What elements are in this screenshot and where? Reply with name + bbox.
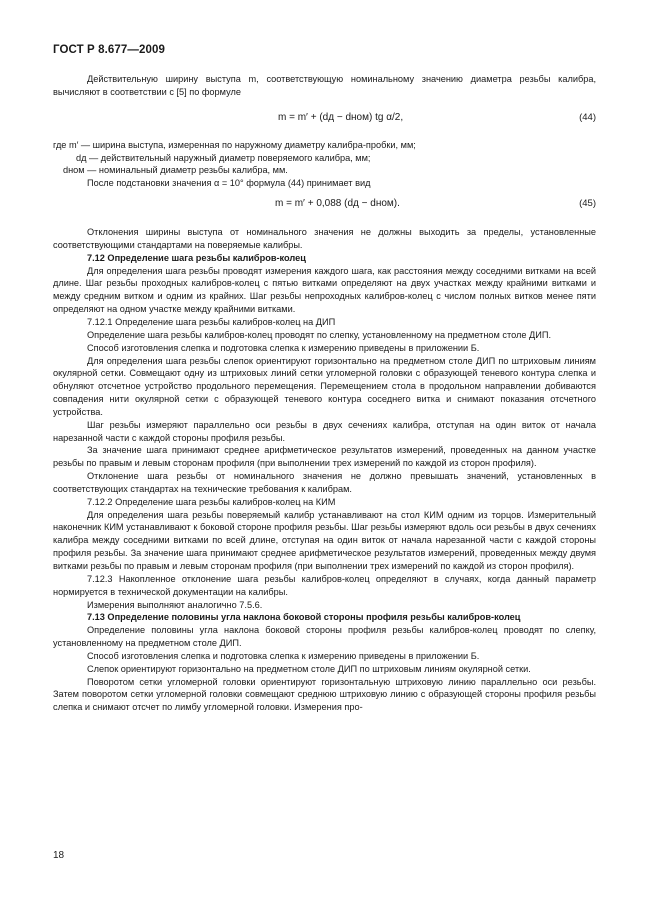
definition-line: где m′ — ширина выступа, измеренная по наружному диаметру калибра-пробки, мм; bbox=[53, 139, 416, 150]
document-body bbox=[53, 73, 596, 714]
paragraph: Шаг резьбы измеряют параллельно оси резьбы в двух сечениях калибра, отступая на один виток от начала нарезанной части с каждой стороны профиля резьбы. bbox=[53, 419, 596, 443]
paragraph: За значение шага принимают среднее арифметическое результатов измерений, проведенных на данном участке резьбы по правым и левым сторонам профиля (при выполнении трех измерений по каждой из сторон профиля). bbox=[53, 445, 596, 469]
definition-line: dном — номинальный диаметр резьбы калибра, мм. bbox=[63, 165, 288, 176]
formula-definitions bbox=[53, 139, 596, 178]
paragraph: Способ изготовления слепка и подготовка слепка к измерению приведены в приложении Б. bbox=[87, 342, 480, 353]
paragraph: Поворотом сетки угломерной головки ориентируют горизонтальную штриховую линию параллельно оси резьбы. Затем поворотом сетки угломерной головки совмещают среднюю штриховую линию с образующей стороны профиля резьбы слепка и снимают отсчет по лимбу угломерной головки. Измерения про- bbox=[53, 676, 596, 713]
paragraph: Определение половины угла наклона боковой стороны профиля резьбы калибров-колец проводят по слепку, установленному на предметном столе ДИП. bbox=[53, 625, 596, 649]
paragraph: Для определения шага резьбы проводят измерения каждого шага, как расстояния между соседними витками на всей длине. Шаг резьбы проходных калибров-колец с пятью витками определяют на двух участках между крайними витками и между средним витком и одним из крайних. Шаг резьбы непроходных калибров-колец с числом полных витков менее пяти определяют на одном участке между крайними витками. bbox=[53, 265, 596, 315]
paragraph: Для определения шага резьбы поверяемый калибр устанавливают на стол КИМ одним из торцов. Измерительный наконечник КИМ устанавливают к боковой стороне профиля резьбы. Шаг резьбы измеряют вдоль оси резьбы в двух сечениях калибра между соседними витками по всей длине, отступая на один виток от начала нарезанной части с каждой стороны профиля резьбы. За значение шага принимают среднее арифметическое результатов измерений, проведенных между двумя витками резьбы по правым и левым сторонам профиля (при выполнении трех измерений по каждой из сторон профиля). bbox=[53, 509, 596, 571]
page-header: ГОСТ Р 8.677—2009 bbox=[53, 44, 165, 56]
page-number: 18 bbox=[53, 850, 65, 861]
paragraph: Для определения шага резьбы слепок ориентируют горизонтально на предметном столе ДИП по штриховым линиям окулярной сетки. Совмещают одну из штриховых линий сетки угломерной головки с образующей теневого контура слепка и обнуляют отсчетное устройство продольного перемещения. Перемещением стола в продольном направлении добиваются совпадения нити окулярной сетки с образующей теневого контура соседнего витка и снимают показания отсчетного устройства. bbox=[53, 355, 596, 417]
section-heading: 7.12 Определение шага резьбы калибров-колец bbox=[87, 252, 306, 263]
formula-45-number: (45) bbox=[579, 198, 596, 210]
paragraph: 7.12.3 Накопленное отклонение шага резьбы калибров-колец определяют в случаях, когда данный параметр нормируется в технической документации на калибры. bbox=[53, 573, 596, 597]
section-heading: 7.13 Определение половины угла наклона боковой стороны профиля резьбы калибров-колец bbox=[87, 612, 521, 623]
paragraph: Отклонение шага резьбы от номинального значения не должно превышать значений, установленных в соответствующих стандартах на технические требования к калибрам. bbox=[53, 471, 596, 494]
paragraph: Определение шага резьбы калибров-колец проводят по слепку, установленному на предметном столе ДИП. bbox=[87, 329, 552, 340]
paragraph: Слепок ориентируют горизонтально на предметном столе ДИП по штриховым линиям окулярной сетки. bbox=[87, 663, 531, 674]
paragraph: Способ изготовления слепка и подготовка слепка к измерению приведены в приложении Б. bbox=[87, 650, 480, 661]
deviation-paragraph: Отклонения ширины выступа от номинального значения не должны выходить за пределы, установленные соответствующими стандартами на поверяемые калибры. bbox=[53, 227, 596, 250]
formula-44-expression: m = m′ + (dд − dном) tg α/2, bbox=[278, 111, 404, 123]
formula-44-number: (44) bbox=[579, 111, 596, 123]
substitution-paragraph: После подстановки значения α = 10° формула (44) принимает вид bbox=[87, 178, 371, 189]
paragraph: Измерения выполняют аналогично 7.5.6. bbox=[87, 599, 263, 610]
intro-paragraph: Действительную ширину выступа m, соответствующую номинальному значению диаметра резьбы калибра, вычисляют в соответствии с [5] по формуле bbox=[53, 74, 596, 97]
subsection-heading: 7.12.2 Определение шага резьбы калибров-колец на КИМ bbox=[87, 496, 336, 507]
definition-line: dд — действительный наружный диаметр поверяемого калибра, мм; bbox=[76, 152, 371, 163]
formula-45-expression: m = m′ + 0,088 (dд − dном). bbox=[275, 198, 400, 210]
formula-44 bbox=[53, 99, 596, 139]
subsection-heading: 7.12.1 Определение шага резьбы калибров-колец на ДИП bbox=[87, 316, 336, 327]
formula-45 bbox=[53, 190, 596, 220]
